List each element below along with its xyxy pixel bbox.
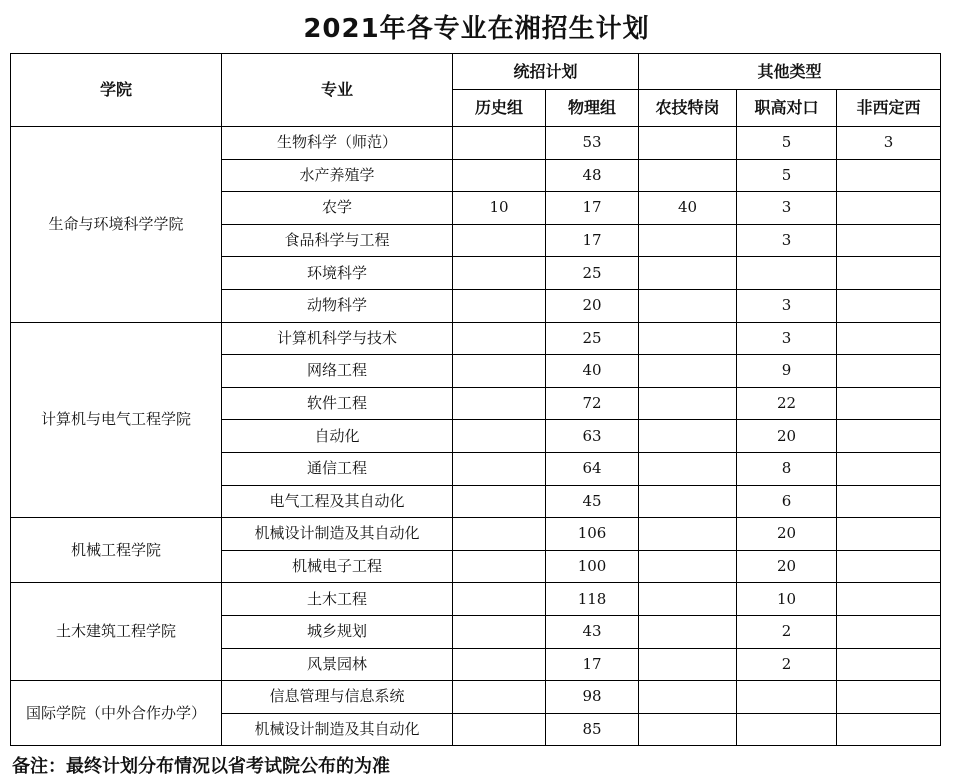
agri-tech-cell xyxy=(639,681,737,714)
physics-cell: 45 xyxy=(546,485,639,518)
page-title: 2021年各专业在湘招生计划 xyxy=(303,14,650,44)
physics-cell: 100 xyxy=(546,550,639,583)
history-cell xyxy=(453,713,546,746)
non-xizang-cell xyxy=(837,550,941,583)
vocational-cell: 2 xyxy=(737,615,837,648)
physics-cell: 64 xyxy=(546,452,639,485)
physics-cell: 63 xyxy=(546,420,639,453)
table-row xyxy=(11,322,941,355)
vocational-cell: 9 xyxy=(737,355,837,388)
agri-tech-cell xyxy=(639,322,737,355)
major-cell: 城乡规划 xyxy=(222,615,453,648)
history-cell xyxy=(453,224,546,257)
history-cell xyxy=(453,485,546,518)
vocational-cell: 3 xyxy=(737,224,837,257)
agri-tech-cell xyxy=(639,583,737,616)
physics-cell: 118 xyxy=(546,583,639,616)
history-cell xyxy=(453,159,546,192)
major-cell: 计算机科学与技术 xyxy=(222,322,453,355)
history-cell xyxy=(453,257,546,290)
vocational-cell: 22 xyxy=(737,387,837,420)
college-cell: 生命与环境科学学院 xyxy=(11,127,222,323)
header-non-xizang: 非西定西 xyxy=(837,90,941,127)
vocational-cell: 2 xyxy=(737,648,837,681)
major-cell: 农学 xyxy=(222,192,453,225)
major-cell: 机械设计制造及其自动化 xyxy=(222,713,453,746)
non-xizang-cell xyxy=(837,452,941,485)
agri-tech-cell xyxy=(639,224,737,257)
major-cell: 环境科学 xyxy=(222,257,453,290)
vocational-cell: 3 xyxy=(737,192,837,225)
agri-tech-cell xyxy=(639,355,737,388)
vocational-cell: 20 xyxy=(737,550,837,583)
vocational-cell: 5 xyxy=(737,127,837,160)
table-row xyxy=(11,518,941,551)
college-cell: 国际学院（中外合作办学） xyxy=(11,681,222,746)
agri-tech-cell xyxy=(639,485,737,518)
major-cell: 通信工程 xyxy=(222,452,453,485)
non-xizang-cell xyxy=(837,518,941,551)
agri-tech-cell xyxy=(639,127,737,160)
history-cell xyxy=(453,452,546,485)
major-cell: 网络工程 xyxy=(222,355,453,388)
vocational-cell: 3 xyxy=(737,322,837,355)
physics-cell: 25 xyxy=(546,257,639,290)
agri-tech-cell xyxy=(639,159,737,192)
enrollment-plan-table xyxy=(10,53,941,746)
physics-cell: 48 xyxy=(546,159,639,192)
physics-cell: 17 xyxy=(546,648,639,681)
physics-cell: 40 xyxy=(546,355,639,388)
major-cell: 食品科学与工程 xyxy=(222,224,453,257)
vocational-cell xyxy=(737,713,837,746)
footnote: 备注：最终计划分布情况以省考试院公布的为准 xyxy=(12,756,390,777)
major-cell: 信息管理与信息系统 xyxy=(222,681,453,714)
physics-cell: 98 xyxy=(546,681,639,714)
history-cell: 10 xyxy=(453,192,546,225)
non-xizang-cell xyxy=(837,224,941,257)
vocational-cell xyxy=(737,257,837,290)
history-cell xyxy=(453,550,546,583)
vocational-cell: 20 xyxy=(737,518,837,551)
physics-cell: 106 xyxy=(546,518,639,551)
physics-cell: 85 xyxy=(546,713,639,746)
agri-tech-cell xyxy=(639,257,737,290)
major-cell: 机械设计制造及其自动化 xyxy=(222,518,453,551)
history-cell xyxy=(453,615,546,648)
major-cell: 风景园林 xyxy=(222,648,453,681)
college-cell: 计算机与电气工程学院 xyxy=(11,322,222,518)
physics-cell: 20 xyxy=(546,289,639,322)
college-cell: 机械工程学院 xyxy=(11,518,222,583)
history-cell xyxy=(453,583,546,616)
header-college: 学院 xyxy=(11,54,222,127)
non-xizang-cell xyxy=(837,192,941,225)
non-xizang-cell: 3 xyxy=(837,127,941,160)
major-cell: 动物科学 xyxy=(222,289,453,322)
header-other-types: 其他类型 xyxy=(639,54,941,90)
vocational-cell xyxy=(737,681,837,714)
non-xizang-cell xyxy=(837,159,941,192)
header-unified-plan: 统招计划 xyxy=(453,54,639,90)
non-xizang-cell xyxy=(837,648,941,681)
major-cell: 自动化 xyxy=(222,420,453,453)
agri-tech-cell xyxy=(639,550,737,583)
physics-cell: 25 xyxy=(546,322,639,355)
vocational-cell: 5 xyxy=(737,159,837,192)
non-xizang-cell xyxy=(837,583,941,616)
non-xizang-cell xyxy=(837,681,941,714)
header-major: 专业 xyxy=(222,54,453,127)
agri-tech-cell xyxy=(639,387,737,420)
table-row xyxy=(11,583,941,616)
major-cell: 水产养殖学 xyxy=(222,159,453,192)
header-physics-group: 物理组 xyxy=(546,90,639,127)
vocational-cell: 20 xyxy=(737,420,837,453)
agri-tech-cell: 40 xyxy=(639,192,737,225)
history-cell xyxy=(453,387,546,420)
major-cell: 生物科学（师范） xyxy=(222,127,453,160)
college-cell: 土木建筑工程学院 xyxy=(11,583,222,681)
major-cell: 软件工程 xyxy=(222,387,453,420)
agri-tech-cell xyxy=(639,289,737,322)
physics-cell: 72 xyxy=(546,387,639,420)
physics-cell: 17 xyxy=(546,192,639,225)
vocational-cell: 3 xyxy=(737,289,837,322)
non-xizang-cell xyxy=(837,615,941,648)
vocational-cell: 6 xyxy=(737,485,837,518)
agri-tech-cell xyxy=(639,648,737,681)
history-cell xyxy=(453,681,546,714)
history-cell xyxy=(453,355,546,388)
major-cell: 电气工程及其自动化 xyxy=(222,485,453,518)
agri-tech-cell xyxy=(639,615,737,648)
vocational-cell: 8 xyxy=(737,452,837,485)
major-cell: 土木工程 xyxy=(222,583,453,616)
non-xizang-cell xyxy=(837,387,941,420)
non-xizang-cell xyxy=(837,713,941,746)
agri-tech-cell xyxy=(639,420,737,453)
agri-tech-cell xyxy=(639,452,737,485)
history-cell xyxy=(453,518,546,551)
physics-cell: 53 xyxy=(546,127,639,160)
physics-cell: 43 xyxy=(546,615,639,648)
agri-tech-cell xyxy=(639,713,737,746)
non-xizang-cell xyxy=(837,355,941,388)
agri-tech-cell xyxy=(639,518,737,551)
header-vocational: 职高对口 xyxy=(737,90,837,127)
history-cell xyxy=(453,289,546,322)
non-xizang-cell xyxy=(837,485,941,518)
header-history-group: 历史组 xyxy=(453,90,546,127)
history-cell xyxy=(453,648,546,681)
table-body xyxy=(11,127,941,746)
table-row xyxy=(11,681,941,714)
major-cell: 机械电子工程 xyxy=(222,550,453,583)
vocational-cell: 10 xyxy=(737,583,837,616)
history-cell xyxy=(453,420,546,453)
table-row xyxy=(11,127,941,160)
non-xizang-cell xyxy=(837,257,941,290)
history-cell xyxy=(453,322,546,355)
history-cell xyxy=(453,127,546,160)
header-agri-tech: 农技特岗 xyxy=(639,90,737,127)
physics-cell: 17 xyxy=(546,224,639,257)
non-xizang-cell xyxy=(837,322,941,355)
non-xizang-cell xyxy=(837,289,941,322)
non-xizang-cell xyxy=(837,420,941,453)
